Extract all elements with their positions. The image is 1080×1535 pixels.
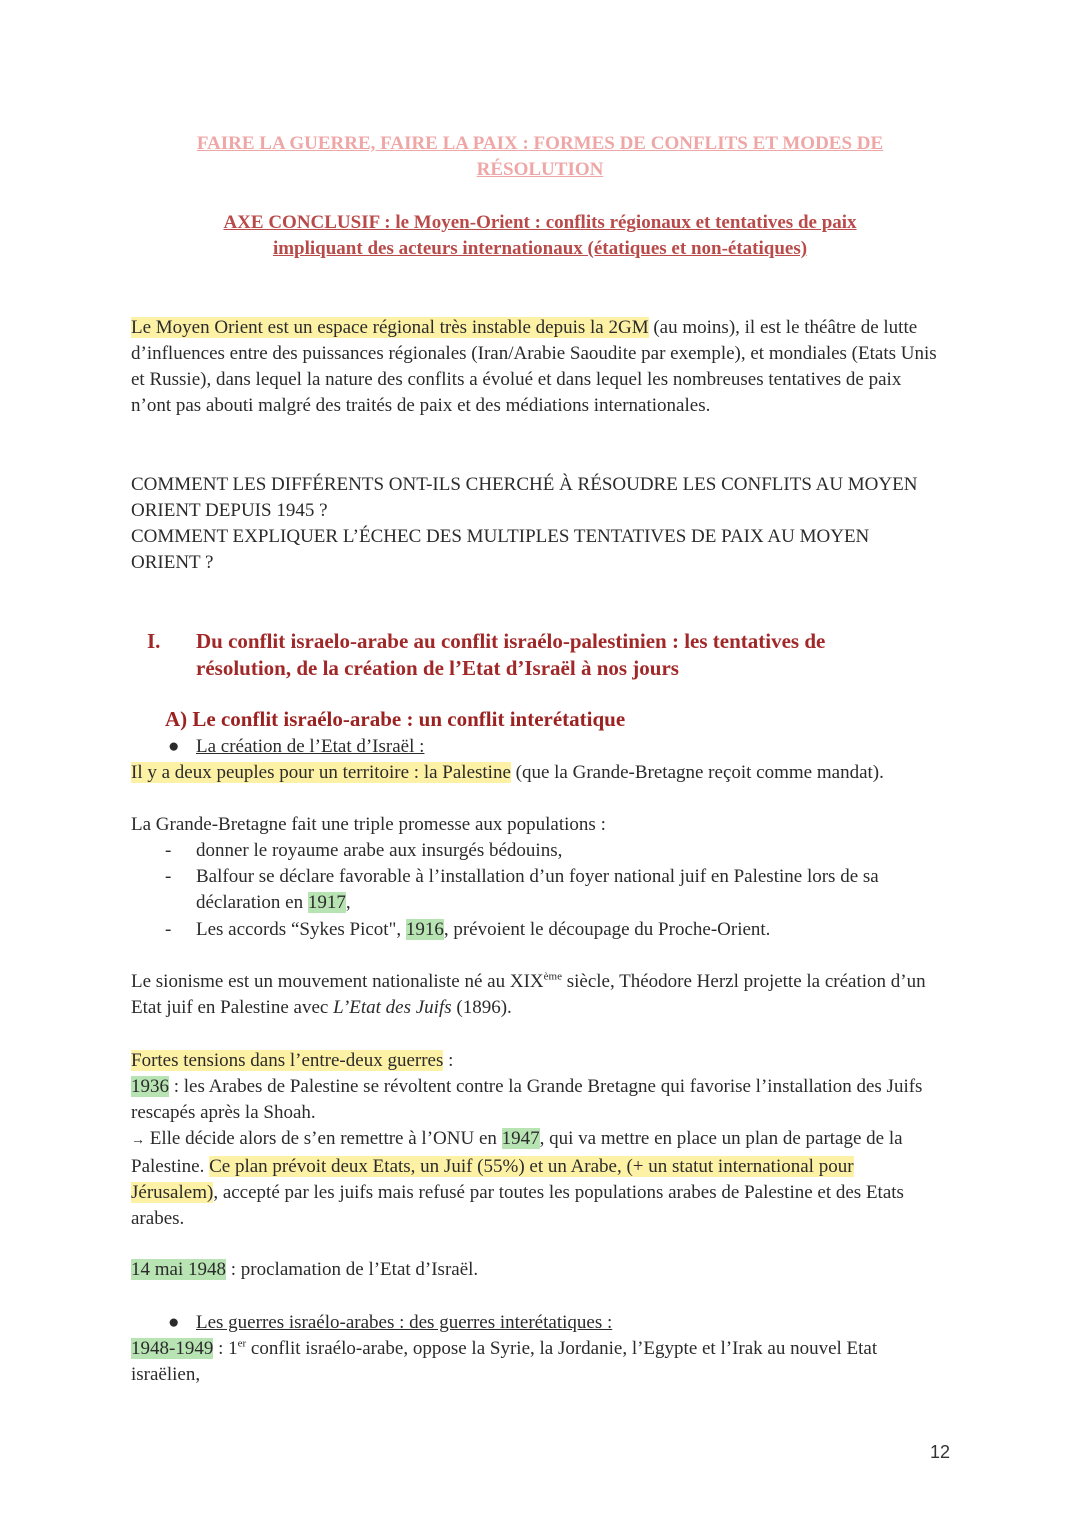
bullet-icon: ● bbox=[168, 1312, 180, 1333]
dash-marker: - bbox=[165, 866, 172, 887]
proclamation-line: 14 mai 1948 : proclamation de l’Etat d’Israël. bbox=[131, 1259, 479, 1280]
axe-heading: AXE CONCLUSIF : le Moyen-Orient : conflits régionaux et tentatives de paix impliquant des acteurs internationaux (étatiques et non-étatiques) bbox=[223, 212, 857, 259]
paragraph-onu: → Elle décide alors de s’en remettre à l’ONU en 1947, qui va mettre en place un plan de partage de la Palestine. Ce plan prévoit deux Etats, un Juif (55%) et un Arabe, (+ un statut international pour Jérusalem), accepté par les juifs mais refusé par toutes les populations arabes de Palestine et des Etats arabes. bbox=[131, 1128, 904, 1229]
dash-marker: - bbox=[165, 919, 172, 940]
promesse-intro: La Grande-Bretagne fait une triple promesse aux populations : bbox=[131, 814, 606, 835]
bullet-icon: ● bbox=[168, 736, 180, 757]
problematique-1: COMMENT LES DIFFÉRENTS ONT-ILS CHERCHÉ À RÉSOUDRE LES CONFLITS AU MOYEN ORIENT DEPUIS 1945 ? bbox=[131, 474, 918, 521]
subsection-a-title: A) Le conflit israélo-arabe : un conflit interétatique bbox=[165, 707, 626, 731]
tensions-heading: Fortes tensions dans l’entre-deux guerres : bbox=[131, 1050, 454, 1071]
document-title: FAIRE LA GUERRE, FAIRE LA PAIX : FORMES DE CONFLITS ET MODES DE RÉSOLUTION bbox=[196, 133, 884, 180]
section-title: Du conflit israelo-arabe au conflit israélo-palestinien : les tentatives de résolution, de la création de l’Etat d’Israël à nos jours bbox=[196, 629, 826, 680]
intro-highlight: Le Moyen Orient est un espace régional très instable depuis la 2GM bbox=[131, 317, 649, 338]
page-number: 12 bbox=[929, 1442, 950, 1462]
section-numeral: I. bbox=[147, 629, 161, 653]
problematique-2: COMMENT EXPLIQUER L’ÉCHEC DES MULTIPLES TENTATIVES DE PAIX AU MOYEN ORIENT ? bbox=[131, 526, 870, 573]
intro-paragraph: Le Moyen Orient est un espace régional très instable depuis la 2GM (au moins), il est le théâtre de lutte d’influences entre des puissances régionales (Iran/Arabie Saoudite par exemple), et mondiales (Etats Unis et Russie), dans lequel la nature des conflits a évolué et dans lequel les nombreuses tentatives de paix n’ont pas abouti malgré des traités de paix et des médiations internationales. bbox=[131, 317, 937, 416]
dash-item-1: donner le royaume arabe aux insurgés bédouins, bbox=[196, 840, 563, 861]
paragraph-sionisme: Le sionisme est un mouvement nationaliste né au XIXème siècle, Théodore Herzl projette la création d’un Etat juif en Palestine avec L’Etat des Juifs (1896). bbox=[131, 970, 926, 1018]
paragraph-1936: 1936 : les Arabes de Palestine se révoltent contre la Grande Bretagne qui favorise l’installation des Juifs rescapés après la Shoah. bbox=[131, 1076, 923, 1123]
paragraph-1948-1949: 1948-1949 : 1er conflit israélo-arabe, oppose la Syrie, la Jordanie, l’Egypte et l’Irak au nouvel Etat israëlien, bbox=[131, 1337, 878, 1385]
dash-item-2: Balfour se déclare favorable à l’installation d’un foyer national juif en Palestine lors de sa déclaration en 1917, bbox=[196, 866, 879, 913]
arrow-icon: → bbox=[131, 1133, 145, 1148]
paragraph-deux-peuples: Il y a deux peuples pour un territoire : la Palestine (que la Grande-Bretagne reçoit comme mandat). bbox=[131, 762, 884, 783]
dash-item-3: Les accords “Sykes Picot", 1916, prévoient le découpage du Proche-Orient. bbox=[196, 919, 771, 940]
dash-marker: - bbox=[165, 840, 172, 861]
